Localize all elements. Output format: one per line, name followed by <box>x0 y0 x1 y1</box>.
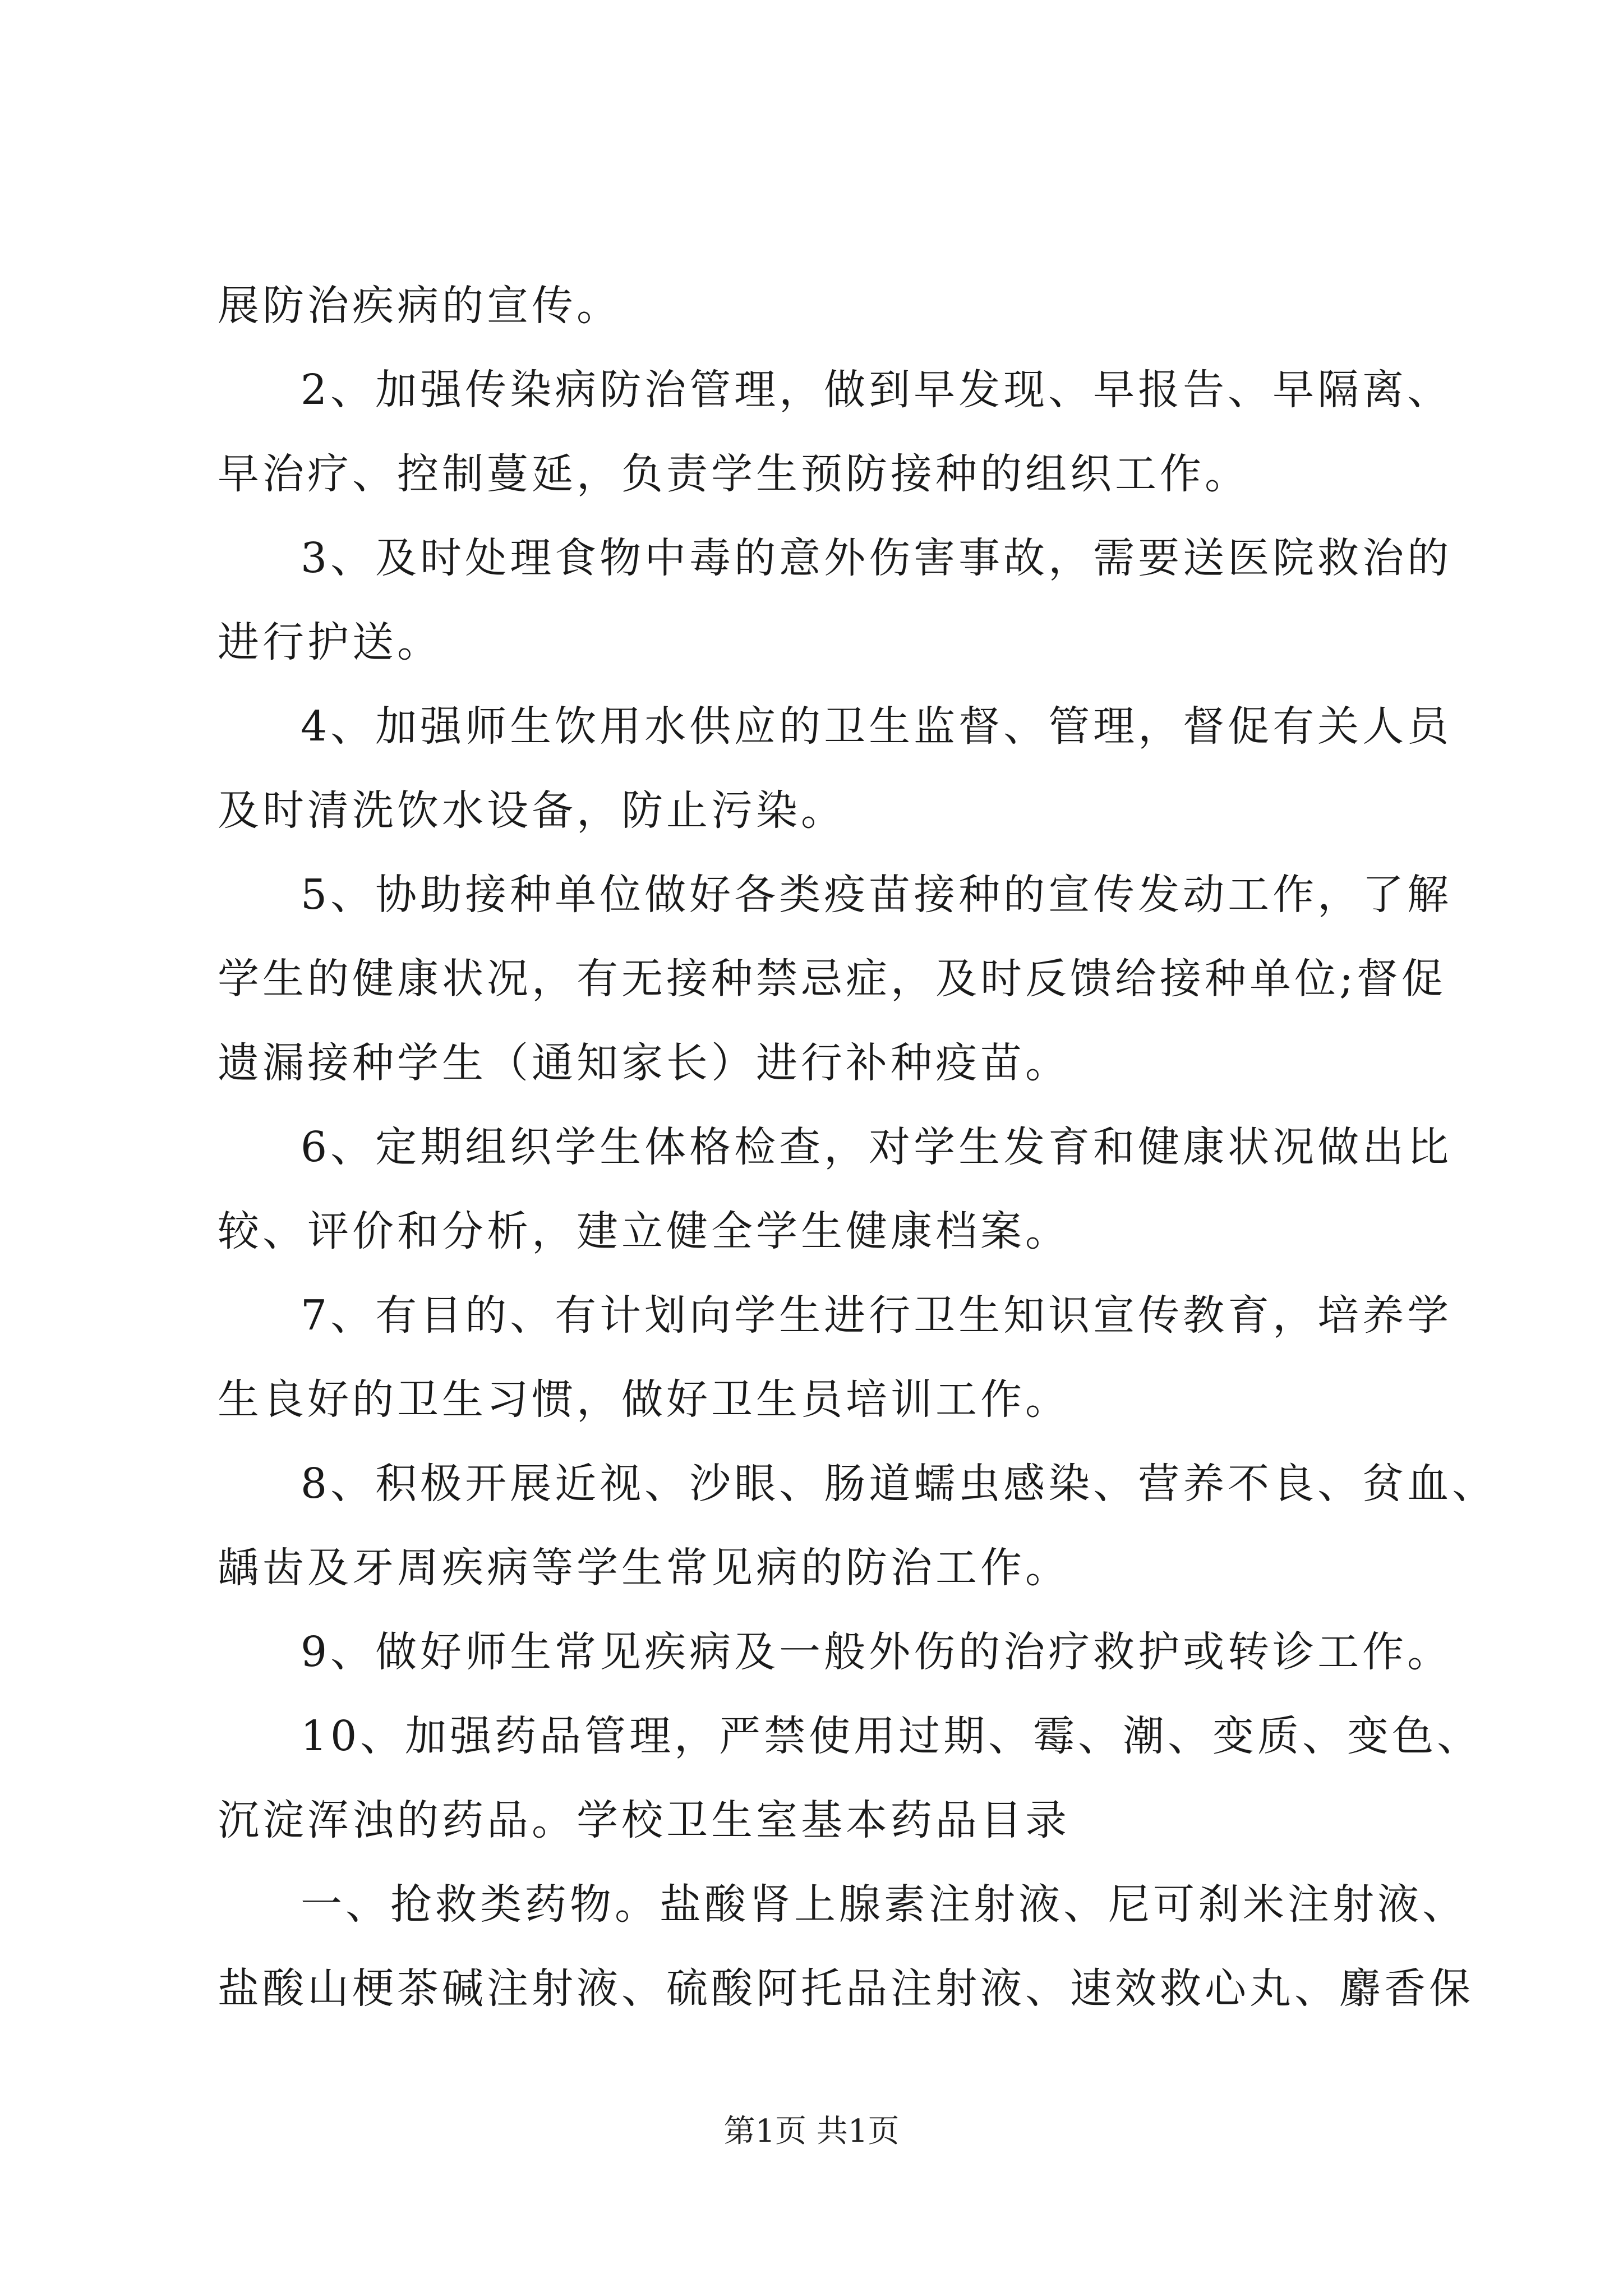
text-line-1: 展防治疾病的宣传。 <box>218 282 621 330</box>
text-line-5: 进行护送。 <box>218 618 442 666</box>
text-line-8: 5、协助接种单位做好各类疫苗接种的宣传发动工作，了解 <box>301 871 1453 919</box>
document-body <box>218 264 1497 2031</box>
page-number-label: 第1页 共1页 <box>723 2113 900 2150</box>
text-line-2: 2、加强传染病防治管理，做到早发现、早报告、早隔离、 <box>301 366 1453 414</box>
text-line-11: 6、定期组织学生体格检查，对学生发育和健康状况做出比 <box>301 1123 1453 1171</box>
text-line-15: 8、积极开展近视、沙眼、肠道蠕虫感染、营养不良、贫血、 <box>301 1460 1497 1508</box>
text-line-14: 生良好的卫生习惯，做好卫生员培训工作。 <box>218 1375 1070 1424</box>
text-line-17: 9、做好师生常见疾病及一般外伤的治疗救护或转诊工作。 <box>301 1628 1453 1676</box>
text-line-7: 及时清洗饮水设备，防止污染。 <box>218 786 846 835</box>
text-line-21: 盐酸山梗茶碱注射液、硫酸阿托品注射液、速效救心丸、麝香保 <box>218 1964 1474 2013</box>
text-line-18: 10、加强药品管理，严禁使用过期、霉、潮、变质、变色、 <box>301 1712 1482 1760</box>
text-line-19: 沉淀浑浊的药品。学校卫生室基本药品目录 <box>218 1796 1070 1844</box>
text-line-13: 7、有目的、有计划向学生进行卫生知识宣传教育，培养学 <box>301 1291 1453 1340</box>
text-line-9: 学生的健康状况，有无接种禁忌症，及时反馈给接种单位;督促 <box>218 955 1446 1003</box>
text-line-6: 4、加强师生饮用水供应的卫生监督、管理，督促有关人员 <box>301 702 1453 751</box>
page-footer <box>0 2109 1623 2154</box>
text-line-3: 早治疗、控制蔓延，负责学生预防接种的组织工作。 <box>218 450 1249 498</box>
text-line-20: 一、抢救类药物。盐酸肾上腺素注射液、尼可刹米注射液、 <box>301 1880 1467 1929</box>
text-line-10: 遗漏接种学生（通知家长）进行补种疫苗。 <box>218 1039 1070 1087</box>
text-line-4: 3、及时处理食物中毒的意外伤害事故，需要送医院救治的 <box>301 534 1453 582</box>
text-line-16: 龋齿及牙周疾病等学生常见病的防治工作。 <box>218 1544 1070 1592</box>
text-line-12: 较、评价和分析，建立健全学生健康档案。 <box>218 1207 1070 1255</box>
